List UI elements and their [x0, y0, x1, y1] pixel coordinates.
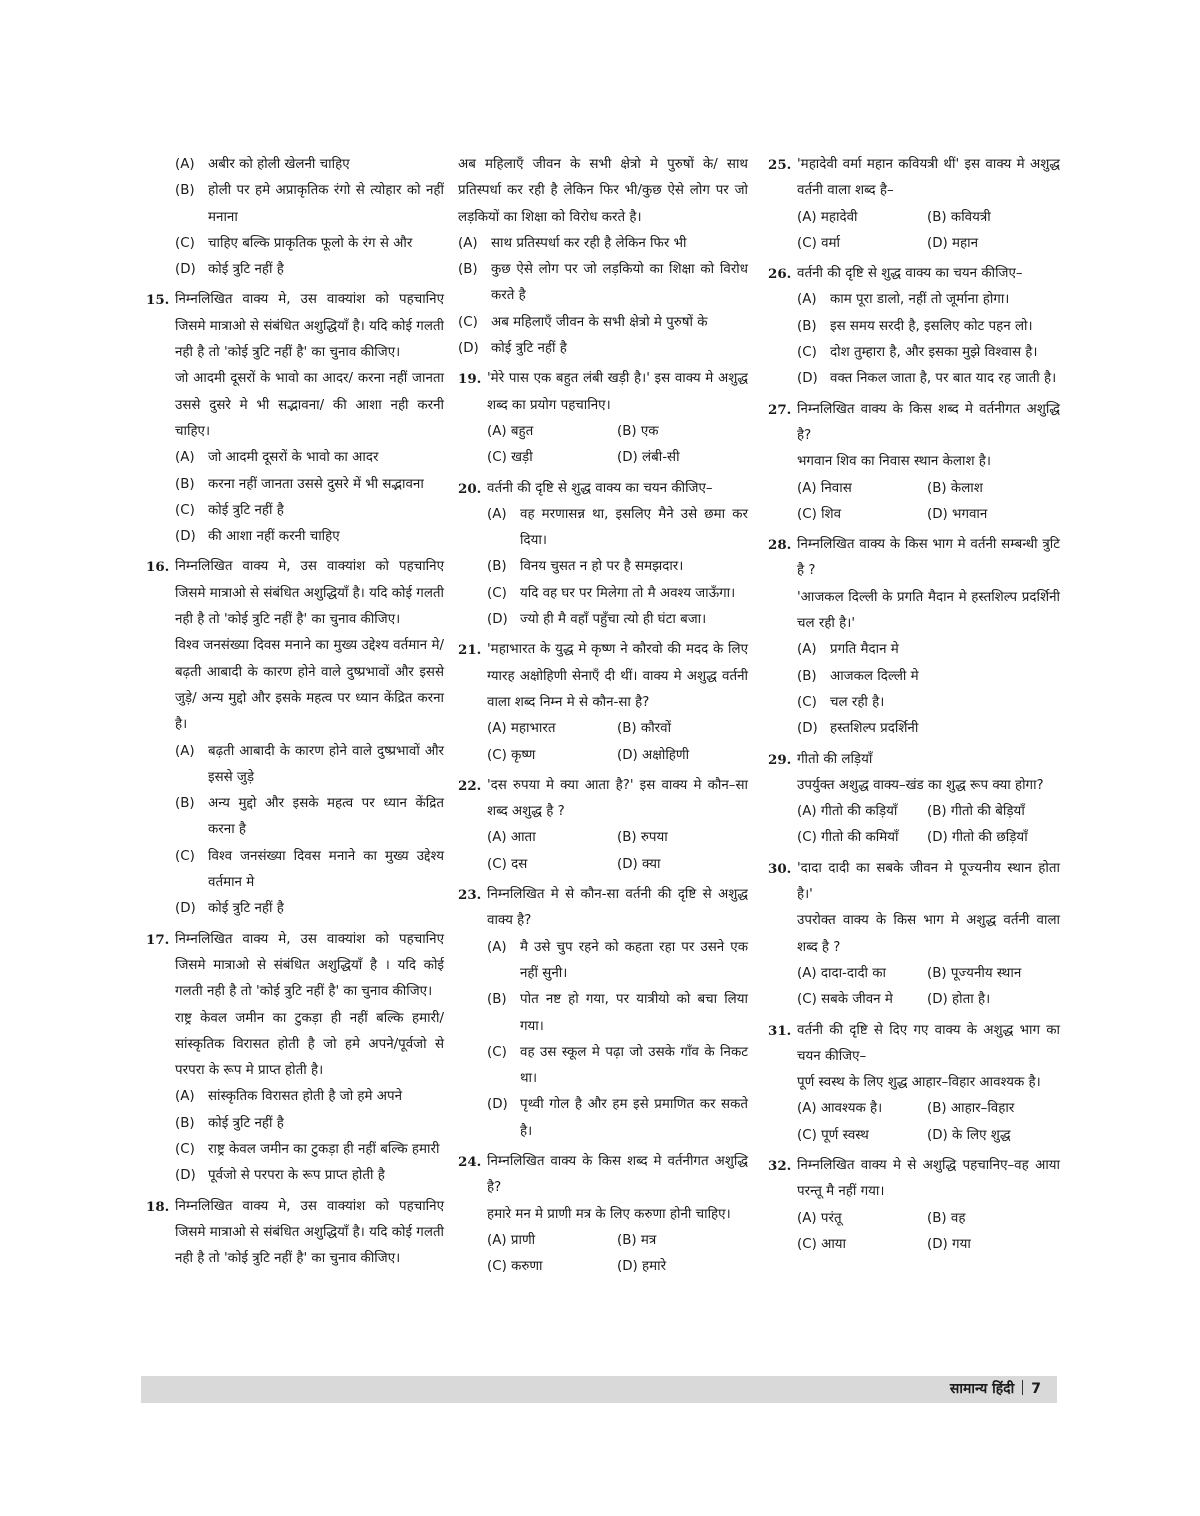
question-26 [768, 261, 1060, 287]
option-label: (C) [487, 1259, 507, 1275]
option-d [146, 1163, 444, 1189]
option-text: करुणा [511, 1259, 543, 1275]
option-c [146, 231, 444, 257]
option-text: गीतो की बेड़ियाँ [950, 804, 1025, 820]
option-text: वर्मा [821, 235, 840, 251]
option-label: (D) [927, 992, 948, 1008]
option-text: बहुत [510, 423, 534, 439]
option-b [768, 314, 1060, 340]
option-label: (B) [927, 1101, 947, 1117]
option-label: (D) [797, 721, 818, 737]
option-text: अबीर को होली खेलनी चाहिए [208, 157, 350, 172]
option-label: (C) [175, 1141, 195, 1157]
question-32 [768, 1153, 1060, 1206]
option-b [146, 472, 444, 498]
question-text: वर्तनी की दृष्टि से शुद्ध वाक्य का चयन कीजिए– [487, 480, 713, 496]
option-text: साथ प्रतिस्पर्धा कर रही है लेकिन फिर भी [491, 235, 687, 251]
option-text: दोश तुम्हारा है, और इसका मुझे विश्वास है। [830, 345, 1038, 361]
option-text: भगवान [952, 506, 988, 522]
question-passage: उपर्युक्त अशुद्ध वाक्य–खंड का शुद्ध रूप क्या होगा? [797, 777, 1044, 793]
option-text: आया [821, 1236, 846, 1252]
option-label: (B) [797, 318, 817, 334]
option-row [458, 825, 748, 851]
column-3 [768, 152, 1060, 1258]
option-text: सबके जीवन मे [821, 992, 893, 1008]
question-15 [146, 287, 444, 366]
option-text: कवियत्री [950, 209, 991, 225]
option-label: (C) [797, 235, 817, 251]
option-text: बढ़ती आबादी के कारण होने वाले दुष्प्रभावों और इससे जुड़े [208, 743, 444, 785]
option-label: (A) [175, 743, 195, 759]
column-1 [146, 152, 444, 1272]
question-22 [458, 773, 748, 826]
option-label: (B) [927, 965, 947, 981]
option-text: सांस्कृतिक विरासत होती है जो हमे अपने [208, 1089, 403, 1105]
option-d [146, 524, 444, 550]
option-label: (B) [797, 668, 817, 684]
question-16 [146, 554, 444, 633]
question-text: निम्नलिखित वाक्य मे, उस वाक्यांश को पहचानिए जिसमे मात्राओ से संबंधित अशुद्धियाँ है। यदि कोई गलती नही है तो 'कोई त्रुटि नहीं है' का चुनाव कीजिए। [175, 559, 444, 628]
option-a [146, 445, 444, 471]
question-number: 29. [768, 751, 792, 768]
option-row [458, 852, 748, 878]
option-label: (B) [927, 480, 947, 496]
option-d [458, 607, 748, 633]
option-c [458, 1040, 748, 1093]
option-label: (A) [458, 235, 478, 251]
option-label: (A) [797, 804, 817, 820]
option-text: निवास [820, 480, 852, 496]
question-text: वर्तनी की दृष्टि से शुद्ध वाक्य का चयन कीजिए– [797, 266, 1023, 282]
page-footer [141, 1376, 1057, 1403]
option-label: (B) [617, 830, 637, 846]
footer-text [950, 1376, 1041, 1403]
option-d [146, 896, 444, 922]
option-text: केलाश [950, 480, 983, 496]
option-label: (C) [797, 506, 817, 522]
question-passage: 'आजकल दिल्ली के प्रगति मैदान मे हस्तशिल्प प्रदर्शिनी चल रही है।' [797, 589, 1060, 632]
option-row [768, 1096, 1060, 1122]
option-b [768, 664, 1060, 690]
option-text: खड़ी [511, 450, 533, 466]
question-text: निम्नलिखित मे से कौन-सा वर्तनी की दृष्टि से अशुद्ध वाक्य है? [487, 887, 748, 929]
option-text: अब महिलाएँ जीवन के सभी क्षेत्रो मे पुरुषों के [491, 314, 708, 330]
option-row [458, 743, 748, 769]
option-label: (D) [617, 450, 638, 466]
option-a [458, 935, 748, 988]
option-text: यदि वह घर पर मिलेगा तो मै अवश्य जाऊँगा। [520, 585, 736, 601]
question-number: 26. [768, 266, 792, 283]
option-row [768, 799, 1060, 825]
option-label: (C) [175, 502, 195, 518]
option-text: एक [640, 423, 659, 439]
option-text: चल रही है। [830, 694, 885, 710]
option-c [146, 1137, 444, 1163]
option-d [768, 366, 1060, 392]
question-text: 'दादा दादी का सबके जीवन मे पूज्यनीय स्थान होता है।' [797, 860, 1060, 903]
option-a [768, 637, 1060, 663]
option-label: (A) [487, 506, 507, 522]
question-passage: अब महिलाएँ जीवन के सभी क्षेत्रो मे पुरुषों के/ साथ प्रतिस्पर्धा कर रही है लेकिन फिर भी/कुछ ऐसे लोग पर जो लड़कियों का शिक्षा को विरोध करते है। [458, 157, 748, 225]
question-text: 'दस रुपया मे क्या आता है?' इस वाक्य मे कौन–सा शब्द अशुद्ध है ? [487, 777, 748, 820]
option-label: (B) [175, 1115, 195, 1131]
option-d [768, 716, 1060, 742]
option-text: प्राणी [510, 1232, 536, 1248]
option-label: (B) [175, 476, 195, 492]
option-label: (A) [797, 965, 817, 981]
option-text: गीतो की कमियाँ [821, 830, 899, 846]
question-number: 31. [768, 1022, 792, 1039]
option-label: (A) [487, 1232, 507, 1248]
option-text: आवश्यक है। [820, 1101, 883, 1117]
option-text: हस्तशिल्प प्रदर्शिनी [830, 721, 919, 737]
option-label: (B) [927, 804, 947, 820]
option-text: मत्र [640, 1232, 657, 1248]
question-passage: राष्ट्र केवल जमीन का टुकड़ा ही नहीं बल्कि हमारी/ सांस्कृतिक विरासत होती है जो हमे अपने/पूर्वजो से परपरा के रूप मे प्राप्त होती है। [175, 1010, 444, 1079]
option-text: कोई त्रुटि नहीं है [491, 341, 567, 357]
question-passage: पूर्ण स्वस्थ के लिए शुद्ध आहार–विहार आवश्यक है। [797, 1075, 1041, 1091]
option-text: विनय चुसत न हो पर है समझदार। [520, 559, 684, 575]
option-text: पूर्वजो से परपरा के रूप प्राप्त होती है [208, 1168, 385, 1184]
option-a [458, 231, 748, 257]
option-text: हमारे [642, 1259, 667, 1275]
option-label: (C) [797, 1127, 817, 1143]
option-label: (A) [487, 721, 507, 737]
option-text: महादेवी [820, 209, 858, 225]
question-number: 17. [146, 931, 170, 948]
option-row [768, 987, 1060, 1013]
option-label: (B) [175, 183, 195, 199]
option-text: आहार–विहार [950, 1101, 1015, 1117]
option-label: (C) [487, 1044, 507, 1060]
option-c [458, 310, 748, 336]
option-text: वह मरणासन्न था, इसलिए मैने उसे छमा कर दिया। [520, 506, 748, 549]
option-text: के लिए शुद्ध [952, 1127, 1011, 1143]
option-text: इस समय सरदी है, इसलिए कोट पहन लो। [830, 318, 1033, 334]
question-number: 27. [768, 401, 792, 418]
option-label: (D) [617, 1259, 638, 1275]
option-a [146, 1084, 444, 1110]
option-text: पूर्ण स्वस्थ [821, 1127, 869, 1143]
option-a [768, 287, 1060, 313]
option-label: (C) [487, 747, 507, 763]
option-text: काम पूरा डालो, नहीं तो जूर्माना होगा। [830, 292, 1010, 308]
option-c [146, 498, 444, 524]
option-c [768, 690, 1060, 716]
question-21 [458, 637, 748, 716]
option-label: (B) [617, 1232, 637, 1248]
question-number: 18. [146, 1198, 170, 1215]
option-label: (C) [175, 848, 195, 864]
option-text: विश्व जनसंख्या दिवस मनाने का मुख्य उद्देश्य वर्तमान मे [208, 848, 444, 891]
question-18 [146, 1194, 444, 1273]
question-text: 'महादेवी वर्मा महान कवियत्री थीं' इस वाक्य मे अशुद्ध वर्तनी वाला शब्द है– [797, 157, 1060, 199]
question-text: निम्नलिखित वाक्य मे, उस वाक्यांश को पहचानिए जिसमे मात्राओ से संबंधित अशुद्धियाँ है। यदि कोई गलती नही है तो 'कोई त्रुटि नहीं है' का चुनाव कीजिए। [175, 1198, 444, 1267]
option-text: की आशा नहीं करनी चाहिए [208, 529, 340, 545]
option-label: (A) [487, 830, 507, 846]
option-text: आता [510, 830, 536, 846]
option-c [458, 581, 748, 607]
option-row [458, 716, 748, 742]
question-17 [146, 927, 444, 1006]
question-25 [768, 152, 1060, 205]
question-number: 23. [458, 887, 482, 904]
option-label: (D) [797, 371, 818, 387]
option-label: (D) [927, 830, 948, 846]
question-number: 16. [146, 559, 170, 576]
option-label: (A) [797, 480, 817, 496]
option-text: होता है। [952, 992, 991, 1008]
option-text: अन्य मुद्दो और इसके महत्व पर ध्यान केंद्रित करना है [208, 796, 444, 838]
option-b [146, 178, 444, 231]
option-a [146, 739, 444, 792]
option-label: (A) [175, 157, 195, 172]
question-number: 32. [768, 1157, 792, 1174]
option-label: (A) [487, 423, 507, 439]
question-28 [768, 532, 1060, 585]
option-row [768, 205, 1060, 231]
option-label: (D) [617, 747, 638, 763]
option-text: गीतो की कड़ियाँ [820, 804, 898, 820]
option-label: (D) [927, 506, 948, 522]
option-text: कौरवों [640, 721, 672, 737]
option-label: (C) [175, 235, 195, 251]
option-label: (B) [175, 796, 195, 812]
question-text: निम्नलिखित वाक्य के किस शब्द मे वर्तनीगत अशुद्धि है? [487, 1153, 748, 1196]
option-label: (C) [797, 345, 817, 361]
question-text: निम्नलिखित वाक्य मे से अशुद्धि पहचानिए–वह आया परन्तू मै नहीं गया। [797, 1157, 1060, 1200]
option-b [146, 1111, 444, 1137]
option-label: (D) [458, 341, 479, 357]
option-row [458, 1254, 748, 1280]
option-label: (C) [487, 585, 507, 601]
question-text: निम्नलिखित वाक्य मे, उस वाक्यांश को पहचानिए जिसमे मात्राओ से संबंधित अशुद्धियाँ है । यदि कोई गलती नही है तो 'कोई त्रुटि नहीं है' का चुनाव कीजिए। [175, 931, 444, 1000]
option-text: मै उसे चुप रहने को कहता रहा पर उसने एक नहीं सुनी। [520, 939, 748, 981]
question-text: 'मेरे पास एक बहुत लंबी खड़ी है।' इस वाक्य मे अशुद्ध शब्द का प्रयोग पहचानिए। [487, 371, 748, 413]
option-text: पृथ्वी गोल है और हम इसे प्रमाणित कर सकते है। [520, 1097, 748, 1139]
question-29 [768, 747, 1060, 773]
question-passage: विश्व जनसंख्या दिवस मनाने का मुख्य उद्देश्य वर्तमान मे/ बढ़ती आबादी के कारण होने वाले दुष्प्रभावों और इससे जुड़े/ अन्य मुद्दो और इसके महत्व पर ध्यान केंद्रित करना है। [175, 638, 444, 733]
question-number: 22. [458, 777, 482, 794]
option-row [768, 1232, 1060, 1258]
question-passage: जो आदमी दूसरों के भावो का आदर/ करना नहीं जानता उससे दुसरे मे भी सद्भावना/ की आशा नही करनी चाहिए। [175, 371, 444, 439]
option-text: करना नहीं जानता उससे दुसरे में भी सद्भावना [208, 476, 424, 492]
option-label: (A) [797, 292, 817, 308]
option-text: वक्त निकल जाता है, पर बात याद रह जाती है। [830, 371, 1057, 387]
option-label: (C) [487, 856, 507, 872]
option-label: (D) [487, 1097, 508, 1113]
option-row [768, 231, 1060, 257]
question-23 [458, 882, 748, 935]
option-text: वह उस स्कूल मे पढ़ा जो उसके गाँव के निकट था। [520, 1044, 748, 1087]
option-text: कुछ ऐसे लोग पर जो लड़कियो का शिक्षा को विरोध करते है [491, 262, 748, 304]
option-text: शिव [821, 506, 842, 522]
option-text: कृष्ण [511, 747, 536, 763]
option-label: (C) [487, 450, 507, 466]
footer-divider [1022, 1380, 1023, 1395]
option-row [768, 961, 1060, 987]
option-text: होली पर हमे अप्राकृतिक रंगो से त्योहार को नहीं मनाना [208, 183, 444, 225]
option-d [146, 257, 444, 283]
option-label: (B) [617, 423, 637, 439]
question-number: 19. [458, 371, 482, 388]
question-number: 20. [458, 480, 482, 497]
option-label: (B) [927, 209, 947, 225]
option-b [458, 257, 748, 310]
option-label: (D) [175, 1168, 196, 1184]
option-text: महान [952, 235, 979, 251]
option-text: महाभारत [510, 721, 556, 737]
option-label: (D) [927, 1127, 948, 1143]
option-label: (A) [797, 642, 817, 658]
question-text: गीतो की लड़ियाँ [797, 751, 873, 767]
option-label: (D) [927, 235, 948, 251]
option-d [458, 336, 748, 362]
option-label: (A) [175, 1089, 195, 1105]
option-label: (C) [797, 1236, 817, 1252]
option-text: चाहिए बल्कि प्राकृतिक फूलो के रंग से और [208, 235, 413, 251]
question-number: 24. [458, 1153, 482, 1170]
option-label: (B) [487, 559, 507, 575]
option-text: कोई त्रुटि नहीं है [208, 1115, 284, 1131]
option-text: अक्षोहिणी [642, 747, 690, 763]
option-label: (A) [797, 1101, 817, 1117]
option-row [768, 1206, 1060, 1232]
option-label: (D) [175, 901, 196, 917]
option-c [768, 340, 1060, 366]
option-text: पोत नष्ट हो गया, पर यात्रीयो को बचा लिया गया। [520, 992, 748, 1034]
option-label: (C) [458, 314, 478, 330]
option-label: (D) [927, 1236, 948, 1252]
option-text: प्रगति मैदान मे [830, 642, 899, 658]
question-24 [458, 1149, 748, 1202]
question-number: 15. [146, 292, 170, 309]
option-text: गया [952, 1236, 971, 1252]
option-label: (D) [175, 529, 196, 545]
option-label: (A) [797, 209, 817, 225]
question-passage: उपरोक्त वाक्य के किस भाग मे अशुद्ध वर्तनी वाला शब्द है ? [797, 913, 1060, 955]
question-19 [458, 366, 748, 419]
option-text: क्या [642, 856, 661, 872]
question-number: 21. [458, 642, 482, 659]
question-30 [768, 856, 1060, 909]
option-text: पूज्यनीय स्थान [950, 965, 1022, 981]
option-row [458, 445, 748, 471]
question-27 [768, 397, 1060, 450]
option-text: दस [511, 856, 528, 872]
option-b [146, 791, 444, 844]
option-text: रुपया [640, 830, 668, 846]
option-b [458, 987, 748, 1040]
question-text: निम्नलिखित वाक्य के किस शब्द मे वर्तनीगत अशुद्धि है? [797, 401, 1060, 443]
question-text: वर्तनी की दृष्टि से दिए गए वाक्य के अशुद्ध भाग का चयन कीजिए– [797, 1022, 1060, 1064]
option-row [768, 1123, 1060, 1149]
page-number: 7 [1031, 1381, 1041, 1397]
question-text: 'महाभारत के युद्ध मे कृष्ण ने कौरवो की मदद के लिए ग्यारह अक्षोहिणी सेनाएँ दी थीं। वाक्य मे अशुद्ध वर्तनी वाला शब्द निम्न मे से कौन-सा है? [487, 642, 748, 710]
option-label: (B) [927, 1210, 947, 1226]
question-number: 28. [768, 537, 792, 554]
option-text: जो आदमी दूसरों के भावो का आदर [208, 450, 379, 466]
question-passage: हमारे मन मे प्राणी मत्र के लिए करुणा होनी चाहिए। [487, 1206, 731, 1222]
option-label: (B) [617, 721, 637, 737]
option-text: आजकल दिल्ली मे [830, 668, 919, 684]
option-d [458, 1092, 748, 1145]
option-label: (A) [487, 939, 507, 955]
option-label: (D) [175, 262, 196, 278]
footer-subject: सामान्य हिंदी [949, 1381, 1015, 1397]
option-label: (D) [617, 856, 638, 872]
option-row [768, 476, 1060, 502]
column-2 [458, 152, 748, 1280]
option-a [146, 152, 444, 178]
option-text: गीतो की छड़ियाँ [952, 830, 1028, 846]
question-number: 25. [768, 157, 792, 173]
option-text: राष्ट्र केवल जमीन का टुकड़ा ही नहीं बल्कि हमारी [208, 1141, 440, 1157]
option-label: (B) [487, 992, 507, 1008]
option-label: (D) [487, 612, 508, 628]
option-text: कोई त्रुटि नहीं है [208, 262, 284, 278]
option-text: परंतू [820, 1210, 842, 1226]
option-c [146, 844, 444, 897]
option-row [768, 502, 1060, 528]
question-20 [458, 476, 748, 502]
question-text: निम्नलिखित वाक्य मे, उस वाक्यांश को पहचानिए जिसमे मात्राओ से संबंधित अशुद्धियाँ है। यदि कोई गलती नही है तो 'कोई त्रुटि नहीं है' का चुनाव कीजिए। [175, 292, 444, 361]
option-label: (A) [175, 450, 195, 466]
option-a [458, 502, 748, 555]
option-text: दादा-दादी का [820, 965, 887, 981]
question-passage: भगवान शिव का निवास स्थान केलाश है। [797, 454, 991, 470]
question-number: 30. [768, 860, 792, 877]
option-text: वह [950, 1210, 966, 1226]
option-b [458, 554, 748, 580]
option-label: (C) [797, 992, 817, 1008]
option-row [458, 1228, 748, 1254]
option-text: ज्यो ही मै वहाँ पहुँचा त्यो ही घंटा बजा। [520, 612, 707, 628]
option-row [458, 419, 748, 445]
option-label: (B) [458, 262, 478, 278]
option-text: कोई त्रुटि नहीं है [208, 901, 284, 917]
option-label: (A) [797, 1210, 817, 1226]
option-label: (C) [797, 694, 817, 710]
question-31 [768, 1018, 1060, 1071]
question-text: निम्नलिखित वाक्य के किस भाग मे वर्तनी सम्बन्धी त्रुटि है ? [797, 537, 1060, 579]
option-label: (C) [797, 830, 817, 846]
option-text: कोई त्रुटि नहीं है [208, 502, 284, 518]
option-row [768, 825, 1060, 851]
option-text: लंबी-सी [642, 450, 680, 466]
